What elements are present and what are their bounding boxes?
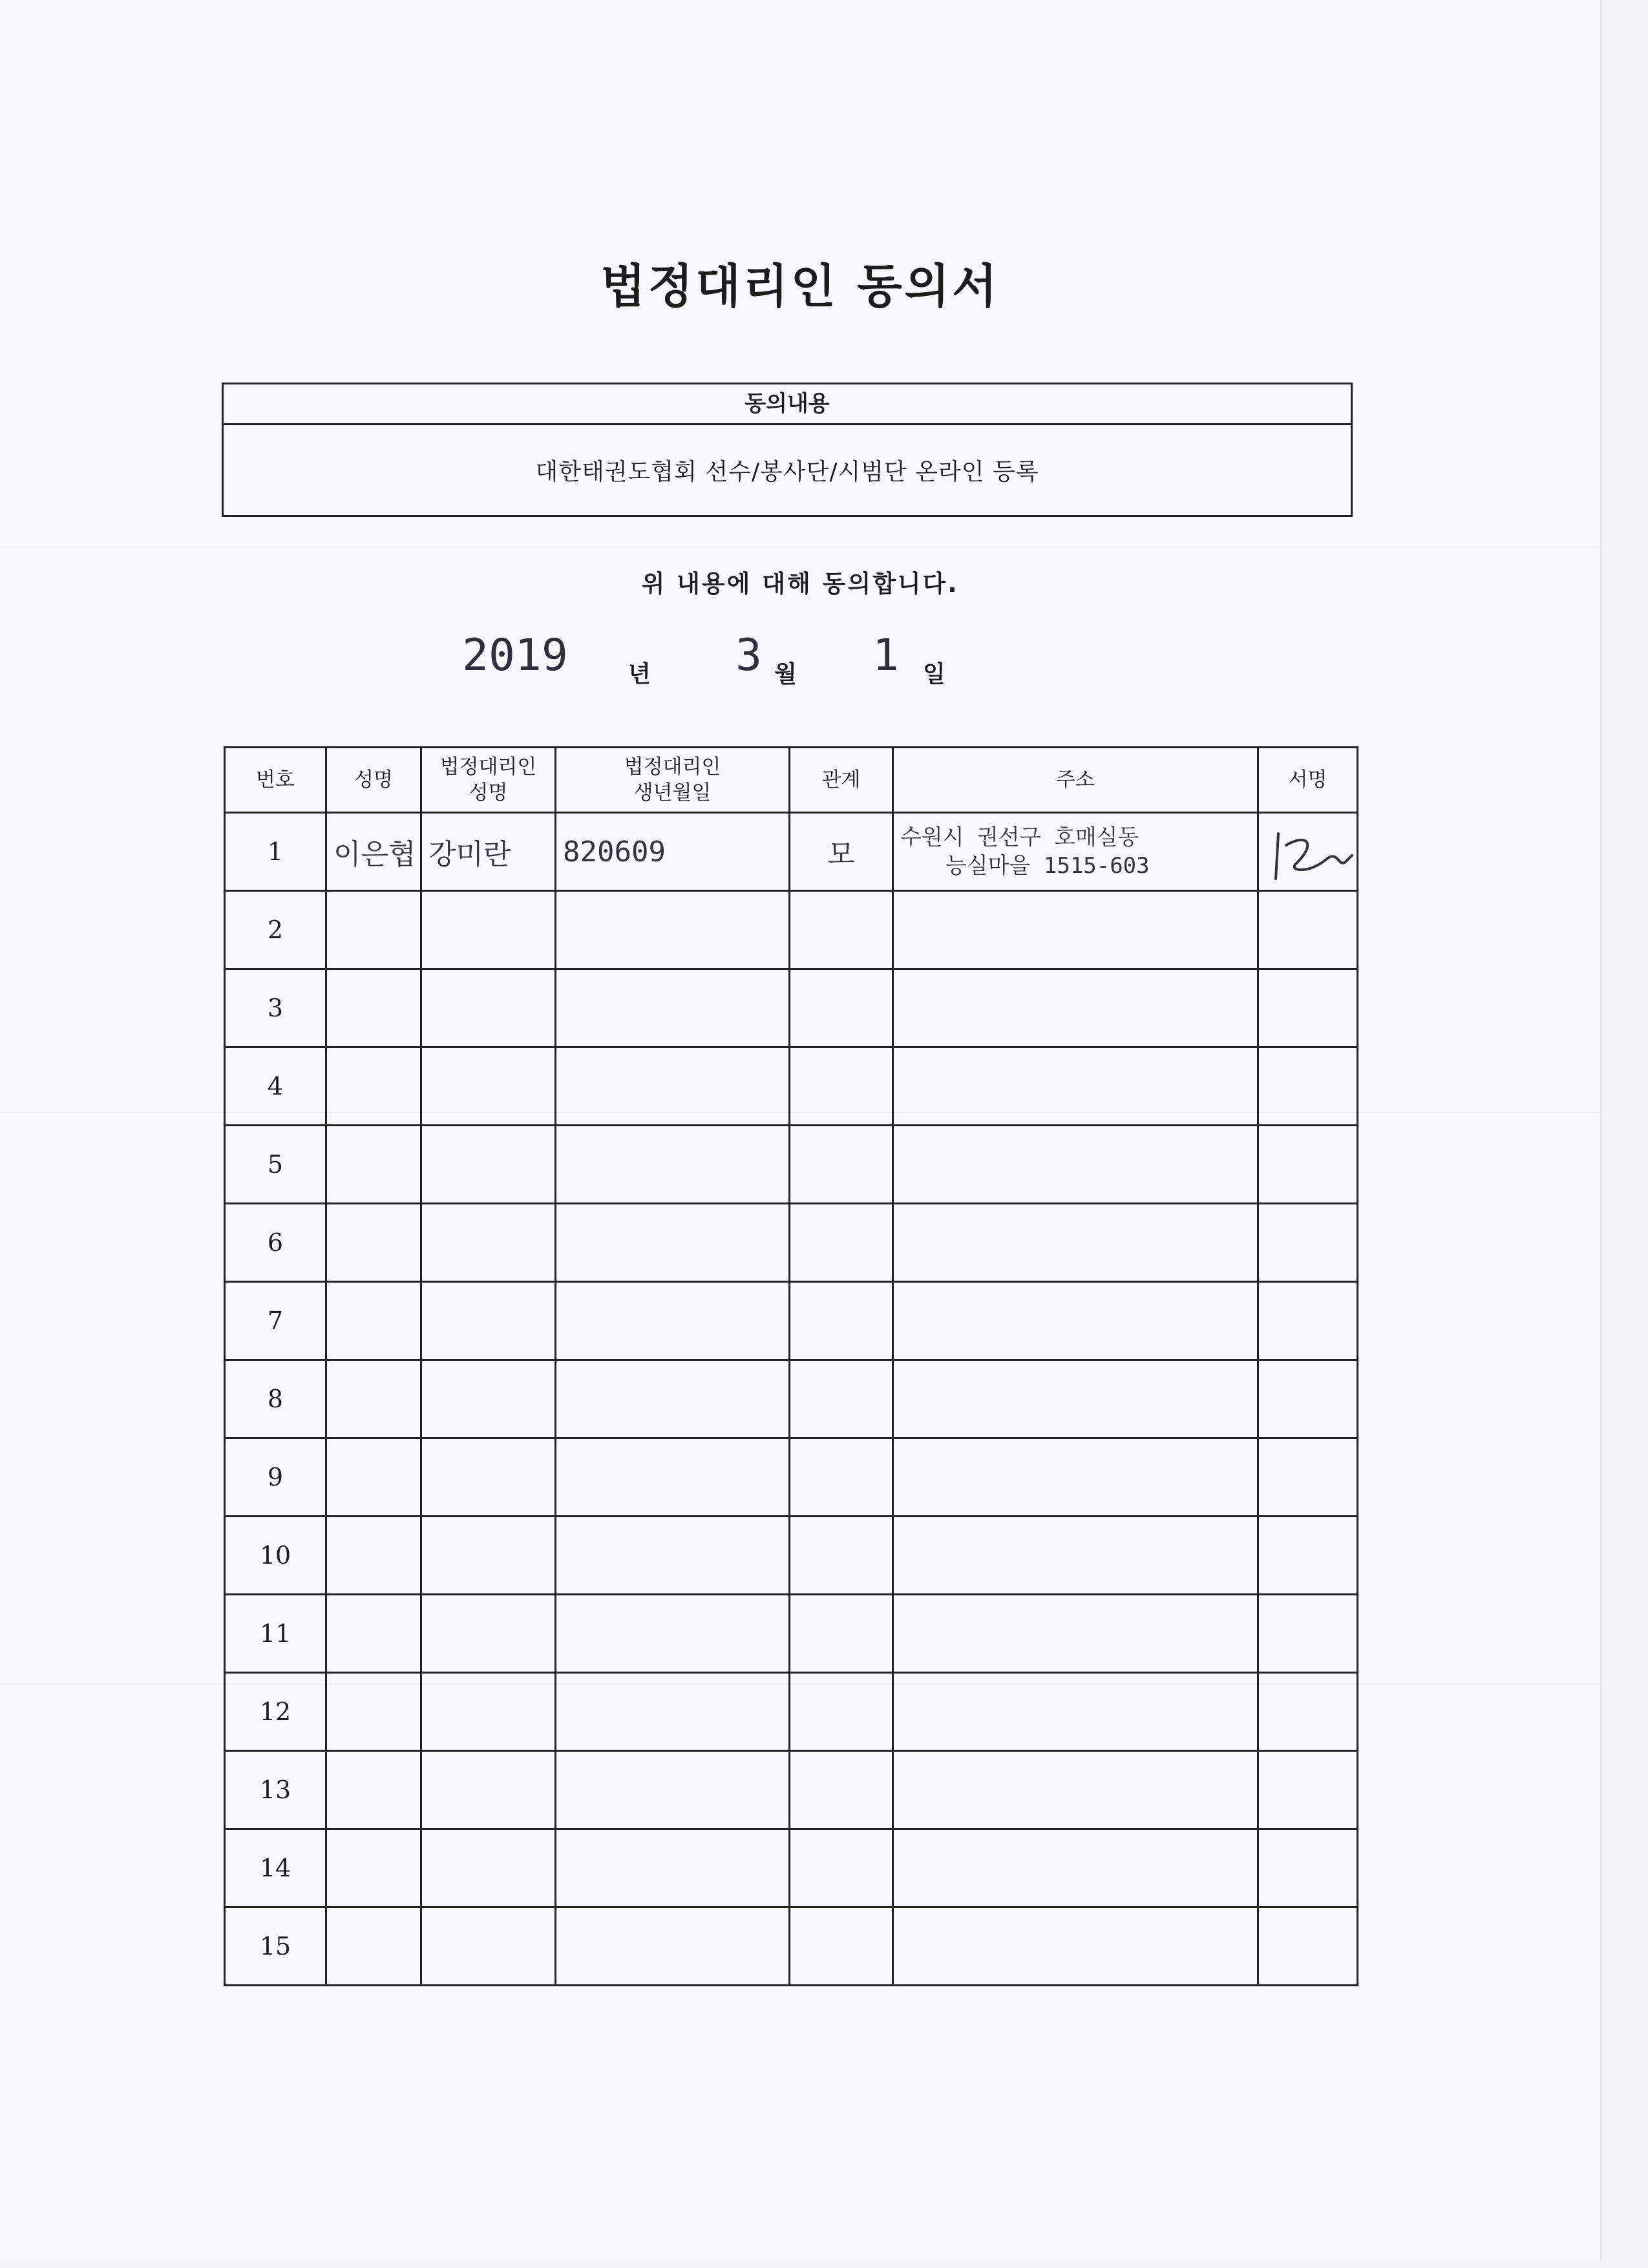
agree-statement: 위 내용에 대해 동의합니다. xyxy=(641,570,959,598)
row-guardian-birth xyxy=(556,1204,790,1282)
row-address xyxy=(893,1126,1258,1204)
row-signature xyxy=(1258,1751,1358,1829)
row-no: 9 xyxy=(225,1438,326,1517)
date-month: 3 xyxy=(735,630,762,681)
row-address xyxy=(893,1047,1258,1126)
row-address xyxy=(893,813,1258,891)
row-guardian-name xyxy=(421,1829,556,1907)
row-guardian-name: 강미란 xyxy=(421,813,556,891)
row-no: 10 xyxy=(225,1517,326,1595)
row-signature xyxy=(1258,1047,1358,1126)
row-name xyxy=(326,1047,421,1126)
row-name xyxy=(326,1204,421,1282)
header-guardian-birth xyxy=(556,748,790,813)
row-address xyxy=(893,1204,1258,1282)
row-relation xyxy=(790,1047,893,1126)
row-address-line2: 능실마을 1515-603 xyxy=(945,853,1150,879)
row-no: 8 xyxy=(225,1360,326,1438)
paper-fold xyxy=(0,546,1600,548)
row-no: 3 xyxy=(225,969,326,1047)
handwritten-signature xyxy=(1264,819,1355,884)
row-guardian-birth xyxy=(556,1595,790,1673)
table-row xyxy=(225,1047,1358,1126)
row-guardian-birth: 820609 xyxy=(556,813,790,891)
row-signature xyxy=(1258,1438,1358,1517)
consent-box xyxy=(222,383,1353,517)
row-guardian-name xyxy=(421,891,556,969)
header-relation: 관계 xyxy=(790,748,893,813)
row-signature xyxy=(1258,969,1358,1047)
row-guardian-birth xyxy=(556,1360,790,1438)
date-day-unit: 일 xyxy=(923,661,945,688)
row-guardian-name xyxy=(421,1047,556,1126)
row-relation xyxy=(790,1282,893,1360)
table-row xyxy=(225,1595,1358,1673)
row-name xyxy=(326,969,421,1047)
row-address xyxy=(893,1751,1258,1829)
row-relation: 모 xyxy=(790,813,893,891)
row-no: 14 xyxy=(225,1829,326,1907)
row-relation xyxy=(790,1517,893,1595)
row-no: 13 xyxy=(225,1751,326,1829)
row-name xyxy=(326,1673,421,1751)
row-guardian-birth xyxy=(556,1126,790,1204)
row-guardian-birth xyxy=(556,1517,790,1595)
row-guardian-birth xyxy=(556,1907,790,1986)
row-name xyxy=(326,1907,421,1986)
date-month-unit: 월 xyxy=(774,661,797,688)
row-no: 6 xyxy=(225,1204,326,1282)
row-guardian-birth xyxy=(556,969,790,1047)
table-row xyxy=(225,1126,1358,1204)
row-signature xyxy=(1258,1517,1358,1595)
row-relation xyxy=(790,1907,893,1986)
table-row xyxy=(225,1282,1358,1360)
row-address xyxy=(893,1438,1258,1517)
table-row xyxy=(225,1517,1358,1595)
row-signature xyxy=(1258,1907,1358,1986)
row-guardian-birth xyxy=(556,891,790,969)
row-address-line1: 수원시 권선구 호매실동 xyxy=(900,824,1139,850)
row-signature xyxy=(1258,1282,1358,1360)
row-name: 이은협 xyxy=(326,813,421,891)
row-relation xyxy=(790,1360,893,1438)
document-title: 법정대리인 동의서 xyxy=(600,259,1000,313)
date-day: 1 xyxy=(872,630,899,681)
row-signature xyxy=(1258,1595,1358,1673)
consent-body: 대한태권도협회 선수/봉사단/시범단 온라인 등록 xyxy=(535,459,1039,485)
row-address xyxy=(893,1282,1258,1360)
row-relation xyxy=(790,1438,893,1517)
row-guardian-name xyxy=(421,1673,556,1751)
row-address xyxy=(893,1517,1258,1595)
row-no: 4 xyxy=(225,1047,326,1126)
row-name xyxy=(326,1595,421,1673)
row-no: 12 xyxy=(225,1673,326,1751)
row-guardian-name xyxy=(421,1204,556,1282)
row-signature xyxy=(1258,813,1358,891)
row-signature xyxy=(1258,1360,1358,1438)
header-address: 주소 xyxy=(893,748,1258,813)
row-signature xyxy=(1258,891,1358,969)
row-guardian-birth xyxy=(556,1047,790,1126)
table-row xyxy=(225,813,1358,891)
row-address xyxy=(893,1595,1258,1673)
row-no: 15 xyxy=(225,1907,326,1986)
row-address xyxy=(893,1360,1258,1438)
row-guardian-name xyxy=(421,969,556,1047)
row-address xyxy=(893,1673,1258,1751)
table-row xyxy=(225,1438,1358,1517)
row-signature xyxy=(1258,1829,1358,1907)
row-guardian-name xyxy=(421,1907,556,1986)
row-name xyxy=(326,1751,421,1829)
row-relation xyxy=(790,891,893,969)
row-guardian-birth xyxy=(556,1751,790,1829)
row-name xyxy=(326,891,421,969)
row-guardian-name xyxy=(421,1438,556,1517)
header-guardian-birth-line1: 법정대리인 xyxy=(624,755,721,779)
consent-header: 동의내용 xyxy=(224,384,1351,425)
row-guardian-birth xyxy=(556,1282,790,1360)
row-address xyxy=(893,1907,1258,1986)
row-address xyxy=(893,1829,1258,1907)
row-guardian-birth xyxy=(556,1829,790,1907)
row-name xyxy=(326,1517,421,1595)
header-guardian-name-line1: 법정대리인 xyxy=(439,755,537,779)
row-guardian-name xyxy=(421,1595,556,1673)
row-no: 11 xyxy=(225,1595,326,1673)
row-no: 1 xyxy=(225,813,326,891)
table-row xyxy=(225,1204,1358,1282)
row-name xyxy=(326,1282,421,1360)
row-signature xyxy=(1258,1673,1358,1751)
table-row xyxy=(225,1673,1358,1751)
row-name xyxy=(326,1829,421,1907)
row-guardian-name xyxy=(421,1517,556,1595)
row-guardian-name xyxy=(421,1282,556,1360)
row-no: 5 xyxy=(225,1126,326,1204)
row-address xyxy=(893,969,1258,1047)
row-guardian-name xyxy=(421,1360,556,1438)
header-guardian-name-line2: 성명 xyxy=(469,781,508,804)
row-name xyxy=(326,1126,421,1204)
row-guardian-name xyxy=(421,1751,556,1829)
table-row xyxy=(225,1907,1358,1986)
row-guardian-name xyxy=(421,1126,556,1204)
guardian-table xyxy=(224,746,1358,1986)
row-relation xyxy=(790,1829,893,1907)
row-name xyxy=(326,1360,421,1438)
table-row xyxy=(225,969,1358,1047)
header-name: 성명 xyxy=(326,748,421,813)
row-relation xyxy=(790,969,893,1047)
row-relation xyxy=(790,1673,893,1751)
row-no: 2 xyxy=(225,891,326,969)
table-row xyxy=(225,1829,1358,1907)
row-name xyxy=(326,1438,421,1517)
row-address xyxy=(893,891,1258,969)
date-year: 2019 xyxy=(462,630,568,681)
table-row xyxy=(225,1751,1358,1829)
table-row xyxy=(225,891,1358,969)
table-header-row xyxy=(225,748,1358,813)
header-guardian-name xyxy=(421,748,556,813)
row-no: 7 xyxy=(225,1282,326,1360)
row-relation xyxy=(790,1595,893,1673)
row-guardian-birth xyxy=(556,1438,790,1517)
date-year-unit: 년 xyxy=(628,661,651,688)
row-guardian-birth xyxy=(556,1673,790,1751)
row-relation xyxy=(790,1126,893,1204)
row-relation xyxy=(790,1751,893,1829)
row-relation xyxy=(790,1204,893,1282)
row-signature xyxy=(1258,1126,1358,1204)
header-guardian-birth-line2: 생년월일 xyxy=(633,781,712,804)
row-signature xyxy=(1258,1204,1358,1282)
table-row xyxy=(225,1360,1358,1438)
header-no: 번호 xyxy=(225,748,326,813)
header-signature: 서명 xyxy=(1258,748,1358,813)
